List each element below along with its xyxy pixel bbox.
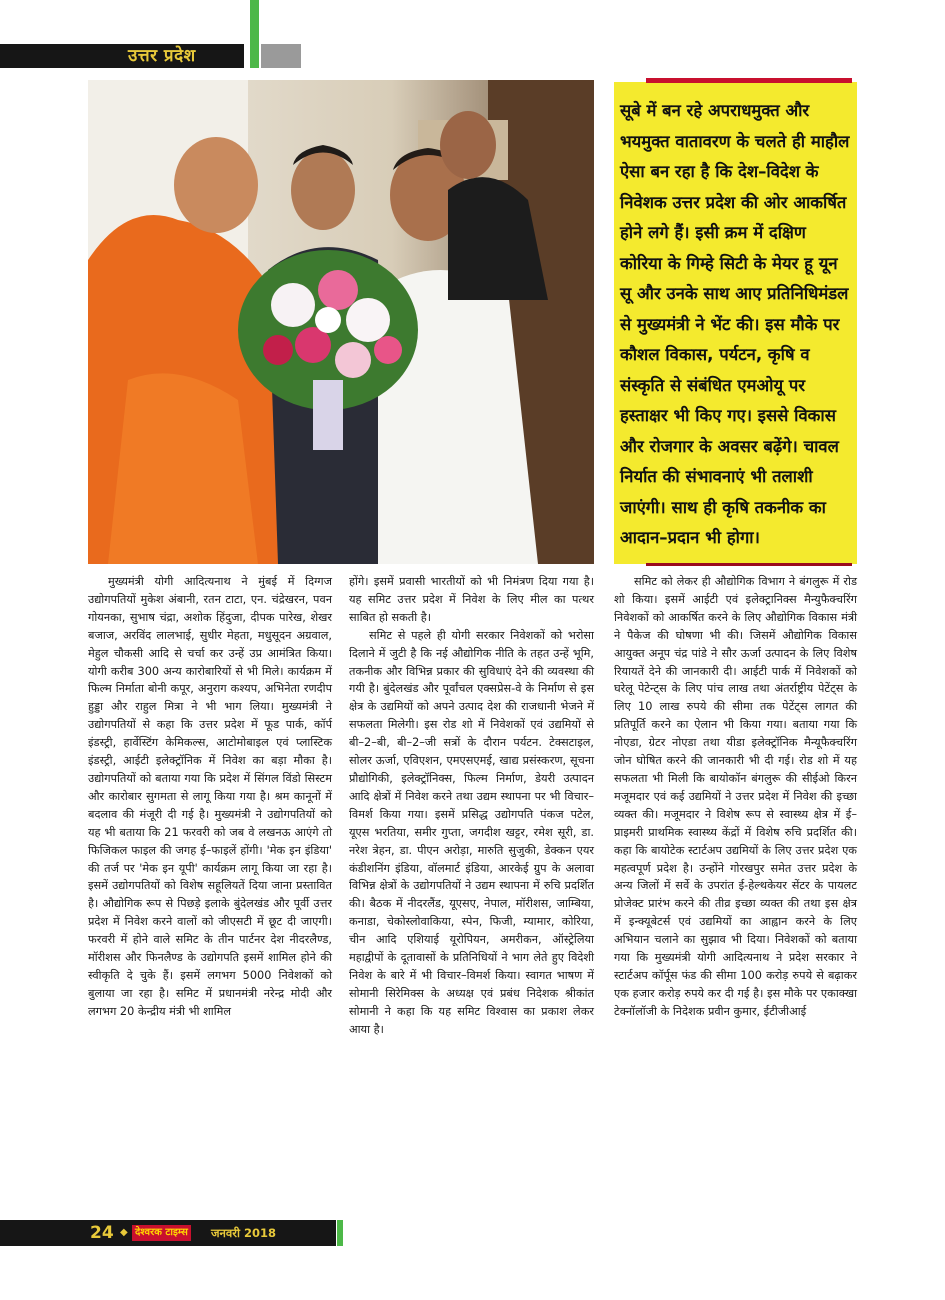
- page-number: 24: [90, 1223, 114, 1243]
- highlight-top-rule: [646, 78, 852, 83]
- bullet-icon: ◆: [120, 1227, 128, 1238]
- footer-green-stripe: [337, 1220, 343, 1246]
- highlight-text: सूबे में बन रहे अपराधमुक्त और भयमुक्त वातावरण के चलते ही माहौल ऐसा बन रहा है कि देश–विदेश के निवेशक उत्तर प्रदेश की ओर आकर्षित होने लगे हैं। इसी क्रम में दक्षिण कोरिया के गिम्हे सिटी के मेयर हू यून सू और उनके साथ आए प्रतिनिधिमंडल से मुख्यमंत्री ने भेंट की। इस मौके पर कौशल विकास, पर्यटन, कृषि व संस्कृति से संबंधित एमओयू पर हस्ताक्षर भी किए गए। इससे विकास और रोजगार के अवसर बढ़ेंगे। चावल निर्यात की संभावनाएं भी तलाशी जाएंगी। साथ ही कृषि तकनीक का आदान–प्रदान भी होगा।: [620, 101, 850, 547]
- header-gray-box: [261, 44, 301, 68]
- article-paragraph: समिट को लेकर ही औद्योगिक विभाग ने बंगलुरू में रोड शो किया। इसमें आईटी एवं इलेक्ट्रानिक्स मैन्युफैक्चरिंग निवेशकों को आकर्षित करने के लिए औद्योगिक विकास मंत्री ने पैकेज की घोषणा भी की। जिसमें औद्योगिक विकास आयुक्त अनूप चंद्र पांडे ने सौर ऊर्जा उत्पादन के लिए विशेष रियायतें देने की जानकारी दी। आईटी पार्क में निवेशकों को घरेलू पेटेन्ट्स के लिए पांच लाख तथा अंतर्राष्ट्रीय पेटेंट्स के लिए 10 लाख रुपये की सीमा तक पेटेंट्स लागत की प्रतिपूर्ति करने का ऐलान भी किया गया। बताया गया कि नोएडा, ग्रेटर नोएडा तथा यीडा इलेक्ट्रॉनिक मैन्यूफैक्चरिंग जोन घोषित करने की जानकारी भी दी गई। रोड शो में यह सफलता भी मिली कि बायोकॉन बंगलुरू की सीईओ किरन मजूमदार एवं कई उद्यमियों ने उत्तर प्रदेश में निवेश की इच्छा व्यक्त की। मजूमदार ने विशेष रूप से स्वास्थ्य क्षेत्र में ई–प्राइमरी प्राथमिक स्वास्थ्य केंद्रों में विशेष रुचि प्रदर्शित की। कहा कि बायोटेक स्टार्टअप उद्यमियों के लिए उत्तर प्रदेश एक महत्वपूर्ण प्रदेश है। उन्होंने गोरखपुर समेत उत्तर प्रदेश के अन्य जिलों में सर्वे के उपरांत ई-हेल्थकेयर सेंटर के पायलट प्रोजेक्ट प्रारंभ करने की तीव्र इच्छा व्यक्त की तथा इस क्षेत्र में इन्क्यूबेटर्स एवं उद्यमियों का आह्वान करने के लिए अभियान चलाने का सुझाव भी दिया। निवेशकों को बताया गया कि मुख्यमंत्री योगी आदित्यनाथ ने प्रदेश सरकार ने स्टार्टअप कॉर्पूस फंड की सीमा 100 करोड़ रुपये से बढ़ाकर एक हजार करोड़ रुपये कर दी गई है। इस मौके पर एकाक्खा टेक्नॉलॉजी के निदेशक प्रवीन कुमार, ईटीजीआई: [614, 575, 857, 1018]
- article-paragraph: समिट से पहले ही योगी सरकार निवेशकों को भरोसा दिलाने में जुटी है कि नई औद्योगिक नीति के तहत उन्हें भूमि, तकनीक और विभिन्न प्रकार की सुविधाएं देने की व्यवस्था की गयी है। बुंदेलखंड और पूर्वांचल एक्सप्रेस-वे के निर्माण से इस क्षेत्र के उद्यमियों को अपने उत्पाद देश की राजधानी भेजने में सफलता मिलेगी। इस रोड शो में निवेशकों एवं उद्यमियों से बी–2–बी, बी–2–जी सत्रों के दौरान पर्यटन. टेक्सटाइल, सोलर ऊर्जा, एविएशन, एमएसएमई, खाद्य प्रसंस्करण, सूचना प्रौद्योगिकी, इलेक्ट्रॉनिक्स, फिल्म निर्माण, डेयरी उत्पादन आदि क्षेत्रों में निवेश करने तथा उद्यम स्थापना पर भी विचार–विमर्श किया गया। इसमें प्रसिद्ध उद्योगपति पंकज पटेल, यूएस भरतिया, समीर गुप्ता, जगदीश खट्टर, रमेश सूरी, डा. नरेश त्रेहन, डा. पीएन अरोड़ा, मारुति सुजुकी, डेक्कन एयर कंडीशनिंग इंडिया, वॉलमार्ट इंडिया, आरकेई ग्रुप के अलावा विभिन्न क्षेत्रों के उद्योगपतियों ने उद्यम स्थापना में रुचि प्रदर्शित की। बैठक में नीदरलैंड, यूएसए, नेपाल, मॉरीशस, जाम्बिया, कनाडा, चेकोस्लोवाकिया, स्पेन, फिजी, म्यामार, कोरिया, चीन आदि एशियाई यूरोपियन, अमरीकन, ऑस्ट्रेलिया महाद्वीपों के दूतावासों के प्रतिनिधियों ने भाग लेते हुए विदेशी निवेश के बारे में भी विचार–विमर्श किया। स्वागत भाषण में सोमानी सिरेमिक्स के अध्यक्ष एवं प्रबंध निदेशक श्रीकांत सोमानी ने कहा कि यह समिट विश्वास का प्रकाश लेकर आया है।: [349, 628, 594, 1036]
- article-column-3: [614, 573, 857, 1021]
- highlight-bottom-rule: [646, 563, 852, 566]
- header-green-stripe: [250, 0, 259, 68]
- article-column-2: [349, 573, 594, 1039]
- section-header-bar: [0, 44, 244, 68]
- article-column-1: [88, 573, 332, 1021]
- section-label: उत्तर प्रदेश: [128, 46, 196, 66]
- article-paragraph: मुख्यमंत्री योगी आदित्यनाथ ने मुंबई में दिग्गज उद्योगपतियों मुकेश अंबानी, रतन टाटा, एन. चंद्रेखरन, पवन गोयनका, सुभाष चंद्रा, अशोक हिंदुजा, दीपक पारेख, शेखर बजाज, अरविंद लालभाई, सुधीर मेहता, मधुसूदन अग्रवाल, मेहुल चौकसी आदि से चर्चा कर उन्हें उप्र आमंत्रित किया। योगी करीब 300 अन्य कारोबारियों से भी मिले। कार्यक्रम में फिल्म निर्माता बोनी कपूर, अनुराग कश्यप, अभिनेता रणदीप हुड्डा और राहुल मित्रा ने भी भाग लिया। मुख्यमंत्री ने उद्योगपतियों से कहा कि उत्तर प्रदेश में फूड पार्क, कॉर्प इंडस्ट्री, हार्वेस्टिंग केमिकल्स, आटोमोबाइल एवं प्लास्टिक इंडस्ट्री, आईटी इलेक्ट्रॉनिक में निवेश का बड़ा मौका है। उद्योगपतियों को बताया गया कि प्रदेश में सिंगल विंडो सिस्टम और कारोबार सुगमता से लागू किया गया है। श्रम कानूनों में बदलाव की मंजूरी दी गई है। मुख्यमंत्री ने उद्योगपतियों को यह भी बताया कि 21 फरवरी को जब वे लखनऊ आएंगे तो फिजिकल फाइल की जगह ई–फाइलें होंगी। 'मेक इन इंडिया' की तर्ज पर 'मेक इन यूपी' कार्यक्रम लागू किया जा रहा है। इसमें उद्योगपतियों को विशेष सहूलियतें दिया जाना प्रस्तावित है। औद्योगिक रूप से पिछड़े इलाके बुंदेलखंड और पूर्वी उत्तर प्रदेश में निवेश करने वालों को जीएसटी में छूट दी जाएगी। फरवरी में होने वाले समिट के तीन पार्टनर देश नीदरलैण्ड, मॉरीशस और फिनलैण्ड के उद्योगपति इसमें शामिल होने की स्वीकृति दे चुके हैं। इसमें लगभग 5000 निवेशकों को बुलाया जा रहा है। समिट में प्रधानमंत्री नरेन्द्र मोदी और लगभग 20 केन्द्रीय मंत्री भी शामिल: [88, 575, 332, 1018]
- magazine-name: देश्वरक टाइम्स: [132, 1225, 191, 1241]
- article-paragraph: होंगे। इसमें प्रवासी भारतीयों को भी निमंत्रण दिया गया है। यह समिट उत्तर प्रदेश में निवेश के लिए मील का पत्थर साबित हो सकती है।: [349, 575, 594, 624]
- article-photo: [88, 80, 594, 564]
- issue-date: जनवरी 2018: [211, 1226, 277, 1240]
